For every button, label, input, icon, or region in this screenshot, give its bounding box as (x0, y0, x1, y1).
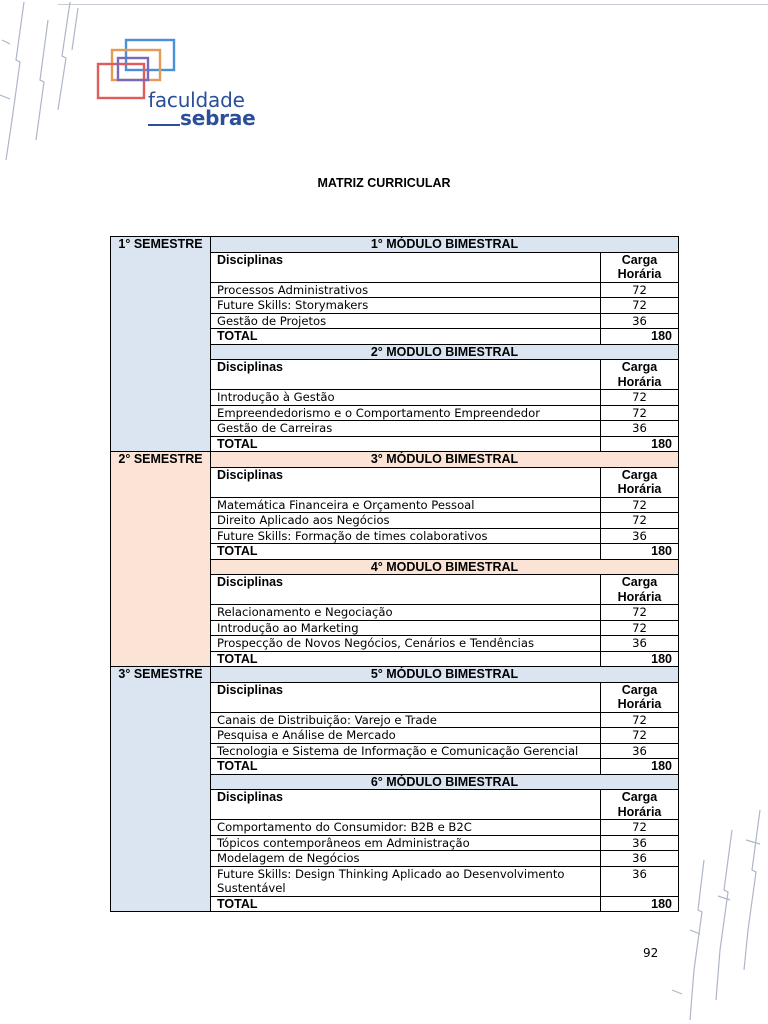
discipline-hours: 36 (601, 835, 679, 851)
discipline-name: Prospecção de Novos Negócios, Cenários e Tendências (211, 636, 601, 652)
discipline-hours: 72 (601, 405, 679, 421)
discipline-hours: 36 (601, 743, 679, 759)
total-hours: 180 (601, 544, 679, 560)
hours-header: Carga Horária (601, 467, 679, 497)
total-label: TOTAL (211, 759, 601, 775)
discipline-name: Gestão de Projetos (211, 313, 601, 329)
total-hours: 180 (601, 329, 679, 345)
discipline-name: Gestão de Carreiras (211, 421, 601, 437)
discipline-hours: 36 (601, 528, 679, 544)
module-title: 6° MÓDULO BIMESTRAL (211, 774, 679, 790)
logo-underline (148, 124, 180, 126)
total-label: TOTAL (211, 896, 601, 912)
discipline-hours: 36 (601, 313, 679, 329)
page-number: 92 (643, 946, 659, 960)
discipline-name: Tópicos contemporâneos em Administração (211, 835, 601, 851)
module-title-row (111, 667, 679, 683)
discipline-hours: 72 (601, 605, 679, 621)
module-title: 2° MODULO BIMESTRAL (211, 344, 679, 360)
module-title: 1° MÓDULO BIMESTRAL (211, 237, 679, 253)
total-hours: 180 (601, 436, 679, 452)
discipline-hours: 36 (601, 851, 679, 867)
hours-header: Carga Horária (601, 790, 679, 820)
total-hours: 180 (601, 651, 679, 667)
module-title-row (111, 237, 679, 253)
discipline-name: Future Skills: Storymakers (211, 298, 601, 314)
module-title: 4° MODULO BIMESTRAL (211, 559, 679, 575)
discipline-hours: 72 (601, 620, 679, 636)
disciplines-header: Disciplinas (211, 682, 601, 712)
semester-label: 3° SEMESTRE (111, 667, 211, 912)
module-title-row (111, 452, 679, 468)
discipline-hours: 72 (601, 390, 679, 406)
disciplines-header: Disciplinas (211, 252, 601, 282)
discipline-hours: 72 (601, 820, 679, 836)
total-label: TOTAL (211, 329, 601, 345)
total-hours: 180 (601, 896, 679, 912)
total-label: TOTAL (211, 651, 601, 667)
discipline-hours: 36 (601, 636, 679, 652)
discipline-hours: 72 (601, 513, 679, 529)
hours-header: Carga Horária (601, 360, 679, 390)
discipline-hours: 36 (601, 421, 679, 437)
discipline-name: Introdução à Gestão (211, 390, 601, 406)
discipline-hours: 72 (601, 298, 679, 314)
hours-header: Carga Horária (601, 252, 679, 282)
discipline-name: Relacionamento e Negociação (211, 605, 601, 621)
discipline-name: Empreendedorismo e o Comportamento Empreendedor (211, 405, 601, 421)
module-title: 3° MÓDULO BIMESTRAL (211, 452, 679, 468)
discipline-name: Introdução ao Marketing (211, 620, 601, 636)
discipline-name: Direito Aplicado aos Negócios (211, 513, 601, 529)
semester-label: 1° SEMESTRE (111, 237, 211, 452)
hours-header: Carga Horária (601, 682, 679, 712)
disciplines-header: Disciplinas (211, 575, 601, 605)
discipline-name: Comportamento do Consumidor: B2B e B2C (211, 820, 601, 836)
discipline-hours: 72 (601, 728, 679, 744)
top-rule (58, 4, 768, 5)
discipline-name: Modelagem de Negócios (211, 851, 601, 867)
hours-header: Carga Horária (601, 575, 679, 605)
total-hours: 180 (601, 759, 679, 775)
discipline-name: Tecnologia e Sistema de Informação e Comunicação Gerencial (211, 743, 601, 759)
discipline-name: Future Skills: Formação de times colaborativos (211, 528, 601, 544)
discipline-hours: 72 (601, 712, 679, 728)
disciplines-header: Disciplinas (211, 467, 601, 497)
page-title: MATRIZ CURRICULAR (317, 176, 451, 190)
total-label: TOTAL (211, 544, 601, 560)
module-title: 5° MÓDULO BIMESTRAL (211, 667, 679, 683)
curriculum-table (110, 236, 679, 912)
discipline-name: Matemática Financeira e Orçamento Pessoal (211, 497, 601, 513)
total-label: TOTAL (211, 436, 601, 452)
semester-label: 2° SEMESTRE (111, 452, 211, 667)
disciplines-header: Disciplinas (211, 790, 601, 820)
discipline-name: Processos Administrativos (211, 282, 601, 298)
discipline-hours: 36 (601, 866, 679, 896)
discipline-name: Future Skills: Design Thinking Aplicado ao Desenvolvimento Sustentável (211, 866, 601, 896)
decorative-lines-top-left-icon (0, 0, 90, 170)
logo-text-faculdade: faculdade (148, 88, 245, 112)
discipline-hours: 72 (601, 497, 679, 513)
logo-text-sebrae: sebrae (180, 106, 256, 130)
discipline-name: Canais de Distribuição: Varejo e Trade (211, 712, 601, 728)
discipline-name: Pesquisa e Análise de Mercado (211, 728, 601, 744)
disciplines-header: Disciplinas (211, 360, 601, 390)
discipline-hours: 72 (601, 282, 679, 298)
